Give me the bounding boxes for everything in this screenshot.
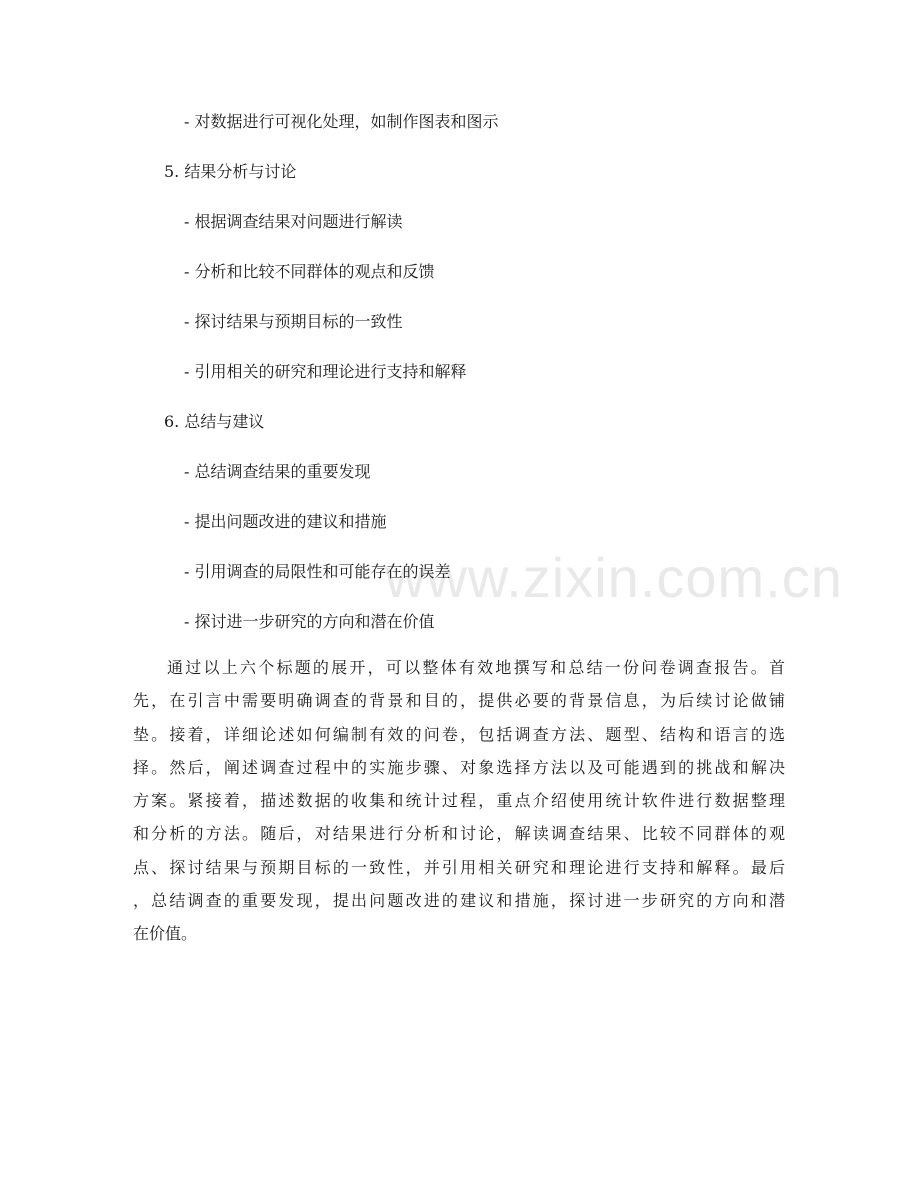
- bullet-consistency: - 探讨结果与预期目标的一致性: [184, 312, 403, 331]
- paragraph-line: 择。然后，阐述调查过程中的实施步骤、对象选择方法以及可能遇到的挑战和解决: [133, 757, 785, 777]
- paragraph-line: 垫。接着，详细论述如何编制有效的问卷，包括调查方法、题型、结构和语言的选: [133, 724, 785, 744]
- paragraph-line: ，总结调查的重要发现，提出问题改进的建议和措施，探讨进一步研究的方向和潜: [133, 891, 785, 911]
- bullet-further-research: - 探讨进一步研究的方向和潜在价值: [184, 612, 435, 631]
- paragraph-line: 先，在引言中需要明确调查的背景和目的，提供必要的背景信息，为后续讨论做铺: [133, 691, 785, 711]
- bullet-visualize-data: - 对数据进行可视化处理，如制作图表和图示: [184, 112, 499, 131]
- paragraph-line: 通过以上六个标题的展开，可以整体有效地撰写和总结一份问卷调查报告。首: [167, 658, 785, 677]
- bullet-compare-groups: - 分析和比较不同群体的观点和反馈: [184, 262, 435, 281]
- watermark: www.zixin.com.cn: [385, 546, 843, 609]
- bullet-key-findings: - 总结调查结果的重要发现: [184, 462, 371, 481]
- paragraph-line: 点、探讨结果与预期目标的一致性，并引用相关研究和理论进行支持和解释。最后: [133, 857, 785, 877]
- heading-results-analysis: 5. 结果分析与讨论: [164, 162, 297, 181]
- bullet-interpret-results: - 根据调查结果对问题进行解读: [184, 212, 403, 231]
- bullet-limitations: - 引用调查的局限性和可能存在的误差: [184, 562, 451, 581]
- summary-paragraph: [133, 651, 785, 951]
- bullet-cite-research: - 引用相关的研究和理论进行支持和解释: [184, 362, 467, 381]
- paragraph-line: 和分析的方法。随后，对结果进行分析和讨论，解读调查结果、比较不同群体的观: [133, 824, 785, 844]
- paragraph-line: 在价值。: [133, 924, 198, 944]
- heading-summary-suggestions: 6. 总结与建议: [164, 412, 265, 431]
- paragraph-line: 方案。紧接着，描述数据的收集和统计过程，重点介绍使用统计软件进行数据整理: [133, 791, 785, 811]
- bullet-improvements: - 提出问题改进的建议和措施: [184, 512, 387, 531]
